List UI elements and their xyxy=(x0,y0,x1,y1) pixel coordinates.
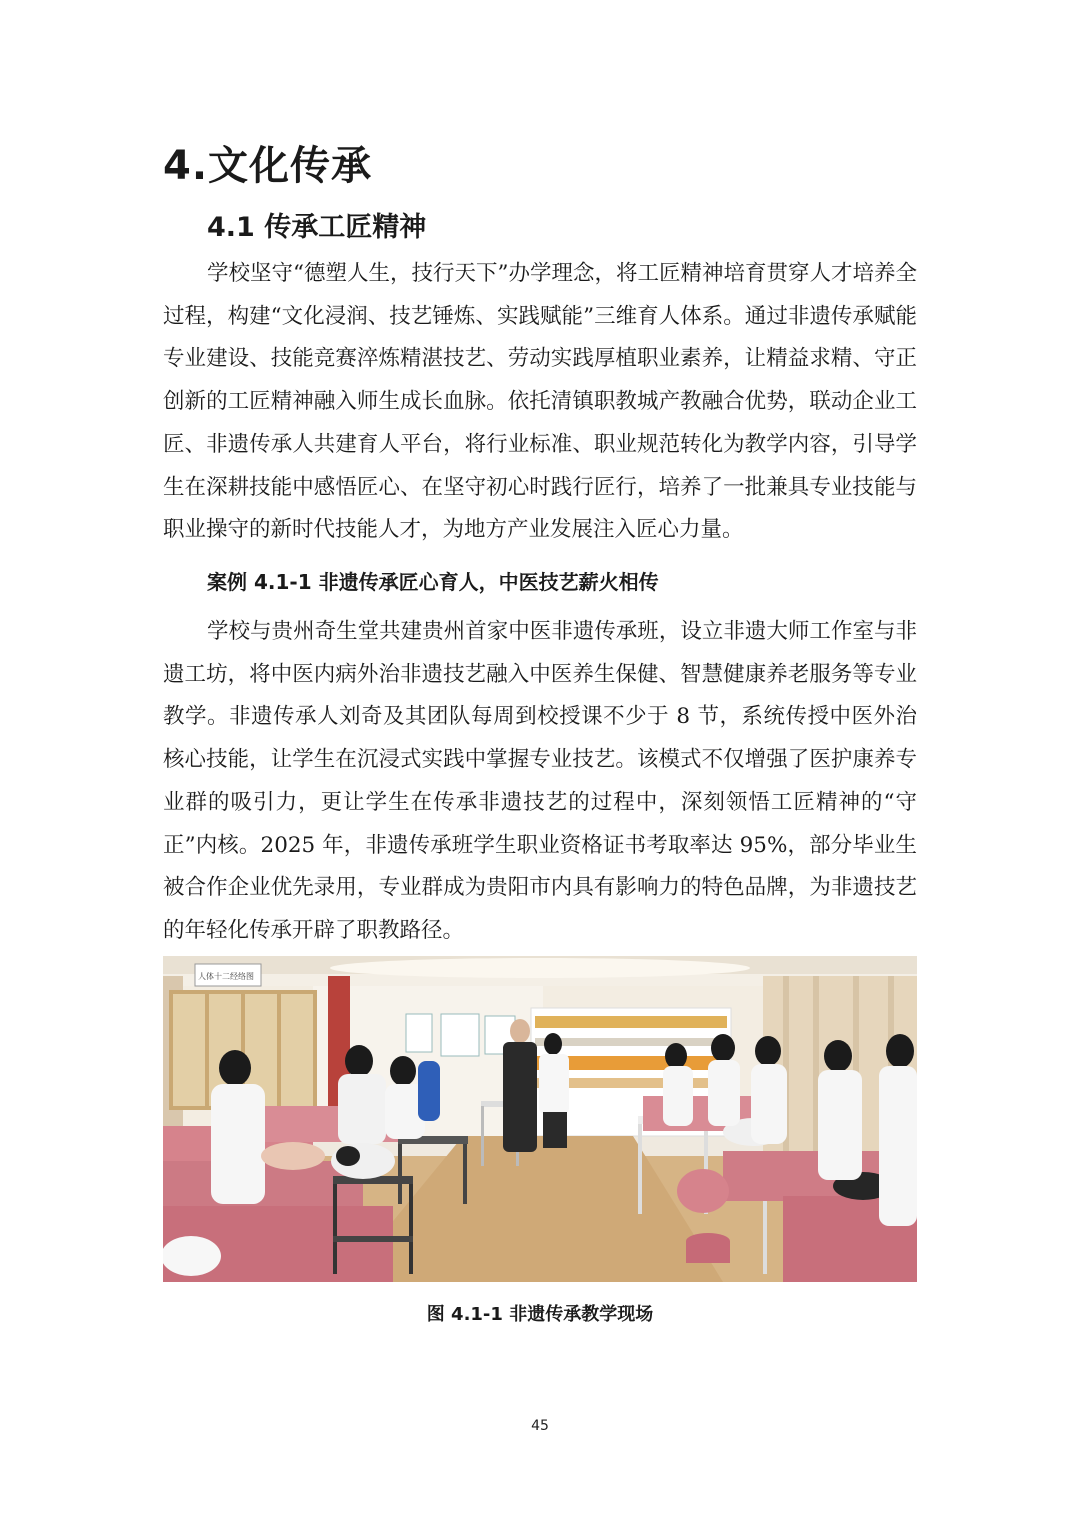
classroom-photo-illustration xyxy=(163,956,917,1282)
subsection-heading: 4.1 传承工匠精神 xyxy=(207,212,427,243)
body-paragraph-2-text: 学校与贵州奇生堂共建贵州首家中医非遗传承班，设立非遗大师工作室与非遗工坊，将中医内病外治非遗技艺融入中医养生保健、智慧健康养老服务等专业教学。非遗传承人刘奇及其团队每周到校授课不少于 8 节，系统传授中医外治核心技能，让学生在沉浸式实践中掌握专业技艺。该模式不仅增强了医护康养专业群的吸引力，更让学生在传承非遗技艺的过程中，深刻领悟工匠精神的“守正”内核。2025 年，非遗传承班学生职业资格证书考取率达 95%，部分毕业生被合作企业优先录用，专业群成为贵阳市内具有影响力的特色品牌，为非遗技艺的年轻化传承开辟了职教路径。 xyxy=(163,619,917,943)
body-paragraph-1 xyxy=(163,253,917,552)
figure-caption: 图 4.1-1 非遗传承教学现场 xyxy=(426,1304,654,1325)
body-paragraph-1-text: 学校坚守“德塑人生，技行天下”办学理念，将工匠精神培育贯穿人才培养全过程，构建“文化浸润、技艺锤炼、实践赋能”三维育人体系。通过非遗传承赋能专业建设、技能竞赛淬炼精湛技艺、劳动实践厚植职业素养，让精益求精、守正创新的工匠精神融入师生成长血脉。依托清镇职教城产教融合优势，联动企业工匠、非遗传承人共建育人平台，将行业标准、职业规范转化为教学内容，引导学生在深耕技能中感悟匠心、在坚守初心时践行匠行，培养了一批兼具专业技能与职业操守的新时代技能人才，为地方产业发展注入匠心力量。 xyxy=(163,261,917,543)
page-number: 45 xyxy=(531,1418,549,1434)
body-paragraph-2 xyxy=(163,611,917,953)
section-heading: 4.文化传承 xyxy=(163,143,373,189)
classroom-photo xyxy=(163,956,917,1282)
meridian-chart-sign: 人体十二经络图 xyxy=(198,972,254,981)
case-title: 案例 4.1-1 非遗传承匠心育人，中医技艺薪火相传 xyxy=(207,570,659,594)
